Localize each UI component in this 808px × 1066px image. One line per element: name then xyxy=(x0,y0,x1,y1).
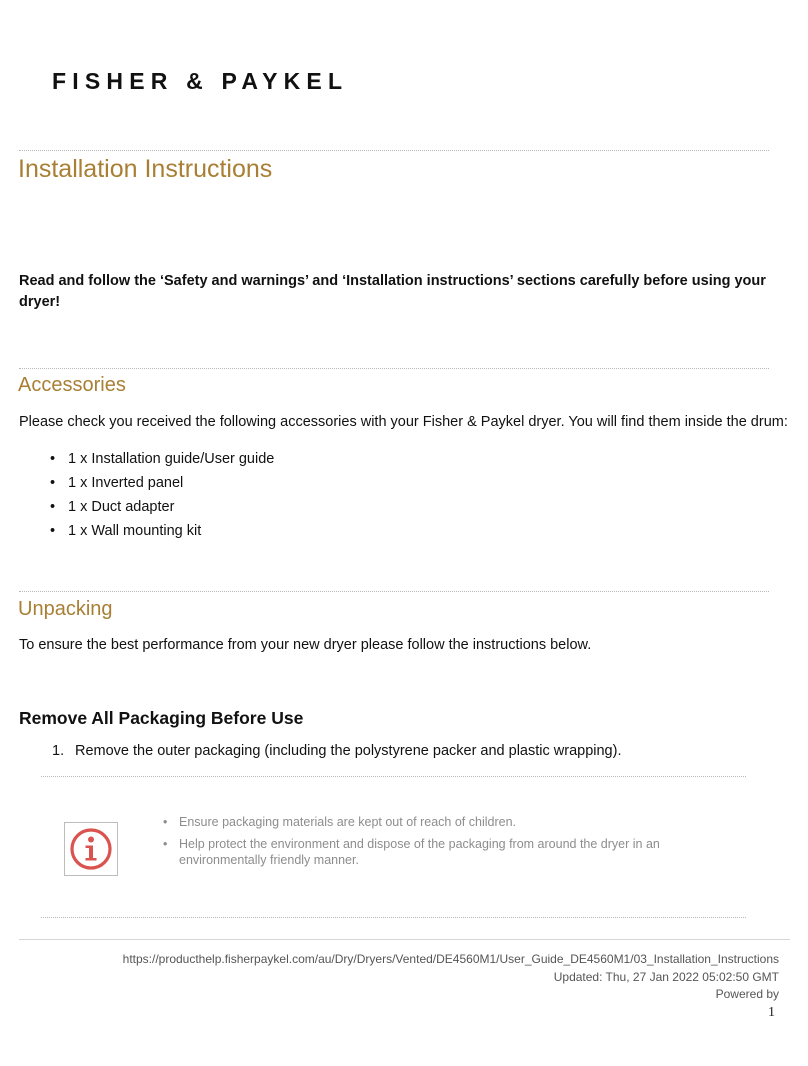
divider xyxy=(41,776,746,777)
unpacking-text: To ensure the best performance from your new dryer please follow the instructions below. xyxy=(19,637,592,653)
list-item: • 1 x Inverted panel xyxy=(50,475,184,491)
divider xyxy=(19,150,769,151)
divider xyxy=(19,591,769,592)
step-number: 1. xyxy=(52,743,65,759)
divider xyxy=(19,368,769,369)
info-icon-box xyxy=(64,822,118,876)
safety-warning-text: Read and follow the ‘Safety and warnings’ and ‘Installation instructions’ sections carefully before using your dryer! xyxy=(19,273,766,310)
list-item: • 1 x Duct adapter xyxy=(50,499,175,515)
divider xyxy=(41,917,746,918)
accessories-heading: Accessories xyxy=(18,374,126,396)
accessories-text: Please check you received the following accessories with your Fisher & Paykel dryer. You will find them inside the drum: xyxy=(19,414,788,430)
list-item: • 1 x Installation guide/User guide xyxy=(50,451,275,467)
remove-packaging-heading: Remove All Packaging Before Use xyxy=(19,708,304,728)
powered-by: Powered by xyxy=(715,987,779,1001)
unpacking-heading: Unpacking xyxy=(18,598,113,620)
page-title: Installation Instructions xyxy=(18,155,273,183)
step-item xyxy=(52,743,621,759)
page-number: 1 xyxy=(768,1005,775,1020)
packaging-notes xyxy=(163,814,723,874)
footer-divider xyxy=(19,939,790,940)
step-text: Remove the outer packaging (including the polystyrene packer and plastic wrapping). xyxy=(75,743,622,759)
source-url[interactable]: https://producthelp.fisherpaykel.com/au/Dry/Dryers/Vented/DE4560M1/User_Guide_DE4560M1/03_Installation_Instructions xyxy=(122,952,779,966)
list-item: • 1 x Wall mounting kit xyxy=(50,523,202,539)
note-item: • Ensure packaging materials are kept out of reach of children. xyxy=(163,815,516,829)
info-icon xyxy=(69,827,113,871)
updated-timestamp: Updated: Thu, 27 Jan 2022 05:02:50 GMT xyxy=(553,970,779,984)
note-item: • Help protect the environment and dispose of the packaging from around the dryer in an environmentally friendly manner. xyxy=(163,837,660,867)
accessories-list xyxy=(50,447,274,543)
brand-logo: FISHER & PAYKEL xyxy=(52,68,349,94)
